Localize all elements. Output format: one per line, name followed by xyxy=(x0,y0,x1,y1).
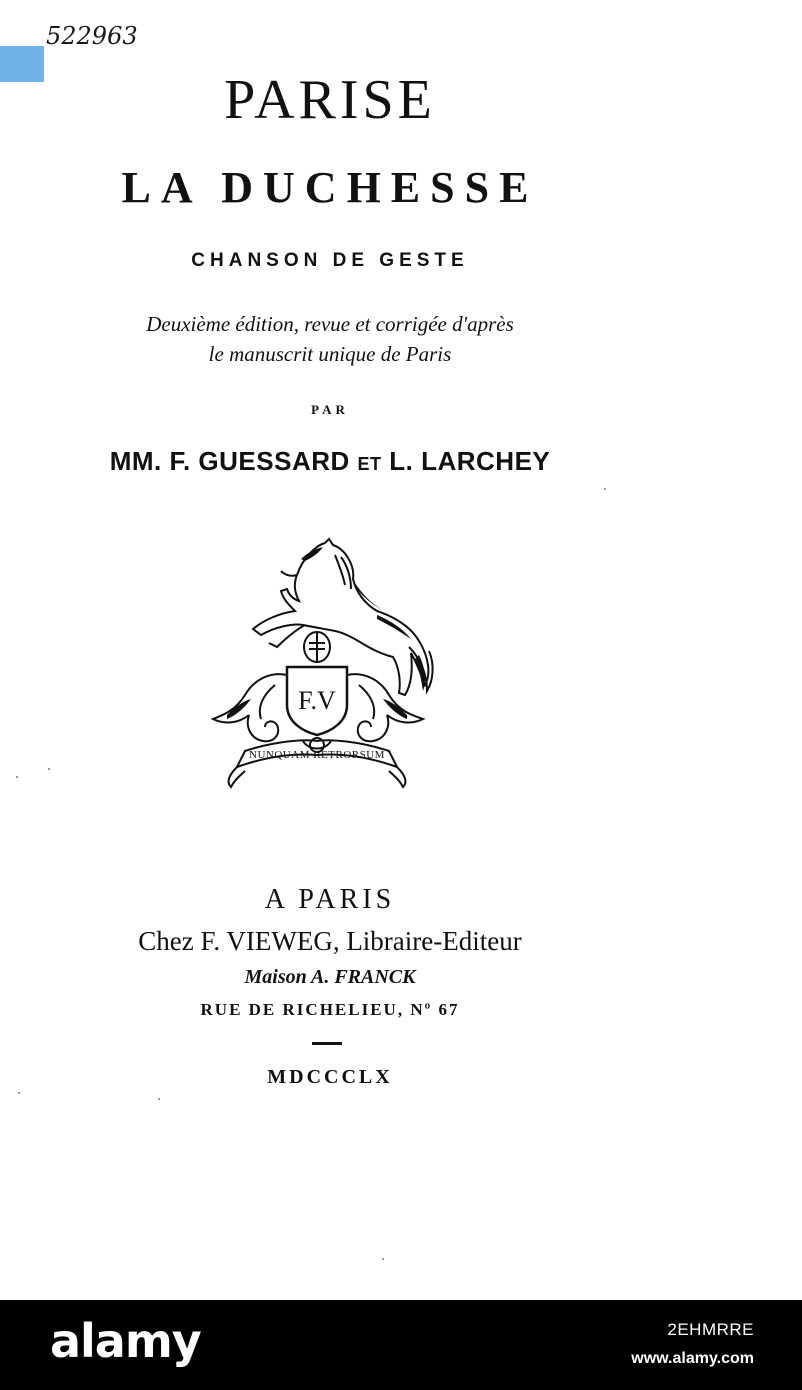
paper-speck xyxy=(48,768,50,770)
title-line-2: LA DUCHESSE xyxy=(121,163,539,212)
title-line-1: PARISE xyxy=(224,69,436,131)
stock-url: www.alamy.com xyxy=(631,1350,754,1367)
catalog-number: 522963 xyxy=(46,22,138,50)
paper-speck xyxy=(16,776,18,778)
emblem-motto: NUNQUAM RETRORSUM xyxy=(249,749,385,761)
subtitle: CHANSON DE GESTE xyxy=(191,250,469,271)
authors xyxy=(0,446,660,477)
paper-speck xyxy=(382,1258,384,1260)
imprint-street: RUE DE RICHELIEU, Nº 67 xyxy=(200,1000,460,1019)
imprint-publisher: Chez F. VIEWEG, Libraire-Editeur xyxy=(138,926,522,956)
edition-line-2: le manuscrit unique de Paris xyxy=(208,342,452,366)
imprint-year: MDCCCLX xyxy=(267,1066,393,1088)
publisher-emblem xyxy=(205,535,440,795)
stock-id: 2EHMRRE xyxy=(667,1320,754,1339)
watermark-bar xyxy=(0,1300,802,1390)
motto-ribbon xyxy=(229,740,406,787)
horse-icon xyxy=(253,539,433,695)
alamy-logo: alamy xyxy=(50,1314,201,1368)
shield-monogram: F.V xyxy=(298,686,336,715)
imprint-city: A PARIS xyxy=(264,884,396,915)
paper-speck xyxy=(158,1098,160,1100)
authors-second: L. LARCHEY xyxy=(381,446,551,476)
helmet-icon xyxy=(304,632,330,662)
divider-rule xyxy=(312,1042,342,1045)
par-label: PAR xyxy=(311,402,349,417)
imprint-maison: Maison A. FRANCK xyxy=(244,966,416,988)
paper-speck xyxy=(604,488,606,490)
paper-speck xyxy=(18,1092,20,1094)
edition-line-1: Deuxième édition, revue et corrigée d'après xyxy=(146,312,514,336)
authors-first: MM. F. GUESSARD xyxy=(109,446,358,476)
authors-et: ET xyxy=(357,454,382,474)
